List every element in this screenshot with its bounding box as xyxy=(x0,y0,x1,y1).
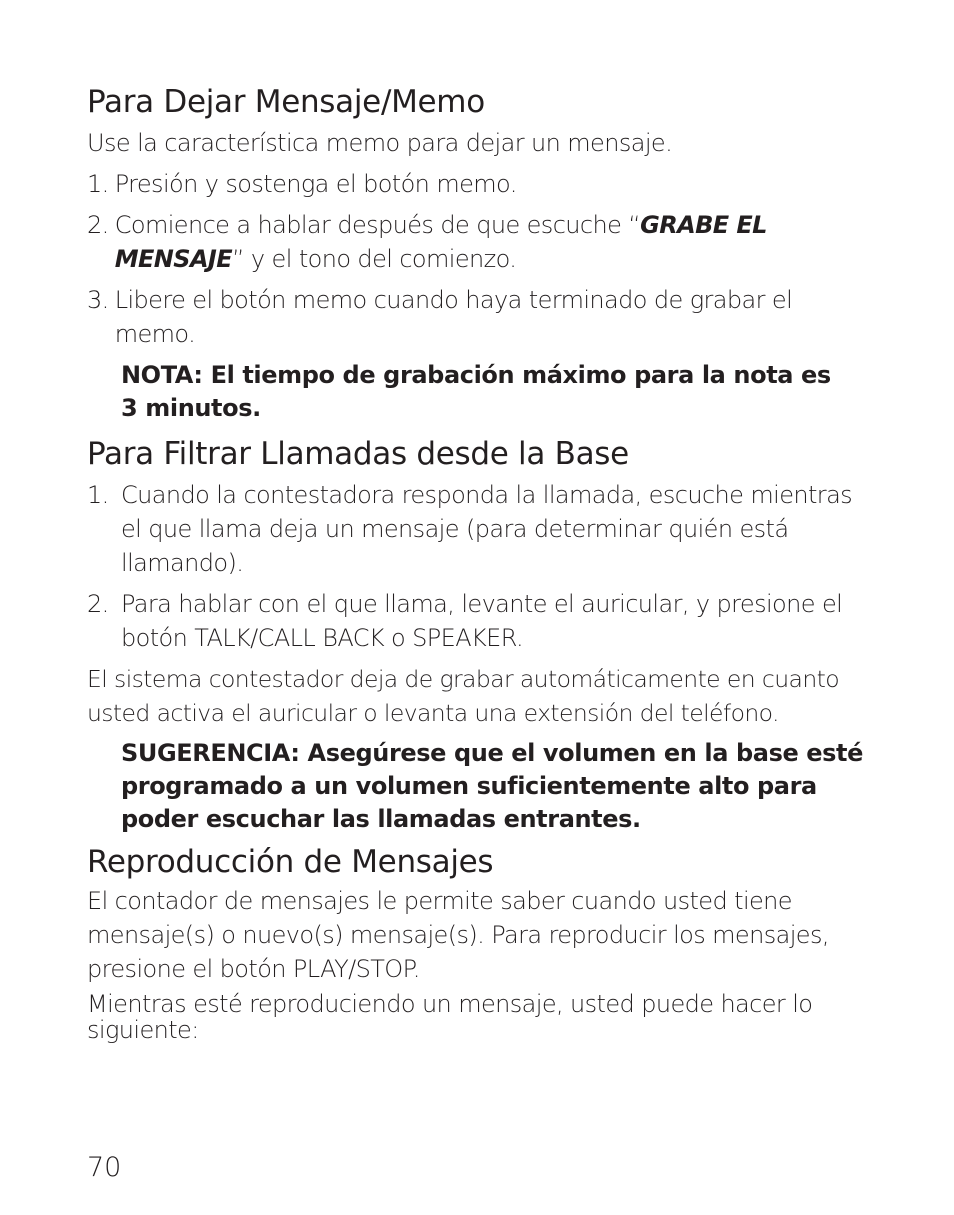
list-number: 1. xyxy=(87,170,109,198)
body-text: El contador de mensajes le permite saber cuando usted tiene mensaje(s) o nuevo(s) mensaje(s). Para reproducir los mensajes, presione el botón PLAY/STOP. xyxy=(87,887,829,983)
tip-text: SUGERENCIA: Asegúrese que el volumen en la base esté programado a un volumen suficientemente alto para poder escuchar las llamadas entrantes. xyxy=(121,739,864,833)
intro-text: Use la característica memo para dejar un mensaje. xyxy=(87,129,673,157)
list-item xyxy=(87,478,877,580)
emphasis: GRABE EL MENSAJE xyxy=(114,211,767,273)
body-text: Mientras esté reproduciendo un mensaje, usted puede hacer lo siguiente: xyxy=(87,990,813,1044)
list-item xyxy=(87,283,877,351)
note-text: NOTA: El tiempo de grabación máximo para la nota es 3 minutos. xyxy=(121,361,831,422)
heading-filtrar-llamadas: Para Filtrar Llamadas desde la Base xyxy=(87,436,629,472)
list-item xyxy=(87,208,877,276)
list-text: Comience a hablar después de que escuche “GRABE EL MENSAJE” y el tono del comienzo. xyxy=(114,211,767,273)
list-item xyxy=(87,167,877,201)
list-number: 2. xyxy=(87,590,109,618)
list-text: Libere el botón memo cuando haya terminado de grabar el memo. xyxy=(114,286,793,348)
list-number: 1. xyxy=(87,481,109,509)
heading-dejar-mensaje: Para Dejar Mensaje/Memo xyxy=(87,84,485,120)
list-item xyxy=(87,587,877,655)
page-content xyxy=(87,82,877,1043)
list-number: 3. xyxy=(87,286,109,314)
heading-reproduccion: Reproducción de Mensajes xyxy=(87,844,494,880)
body-text: El sistema contestador deja de grabar automáticamente en cuanto usted activa el auricular o levanta una extensión del teléfono. xyxy=(87,665,840,727)
list-number: 2. xyxy=(87,211,109,239)
list-text: Para hablar con el que llama, levante el auricular, y presione el botón TALK/CALL BACK o SPEAKER. xyxy=(121,590,843,652)
page-number: 70 xyxy=(87,1152,122,1183)
list-text: Cuando la contestadora responda la llamada, escuche mientras el que llama deja un mensaje (para determinar quién está llamando). xyxy=(121,481,853,577)
list-text: Presión y sostenga el botón memo. xyxy=(114,170,517,198)
